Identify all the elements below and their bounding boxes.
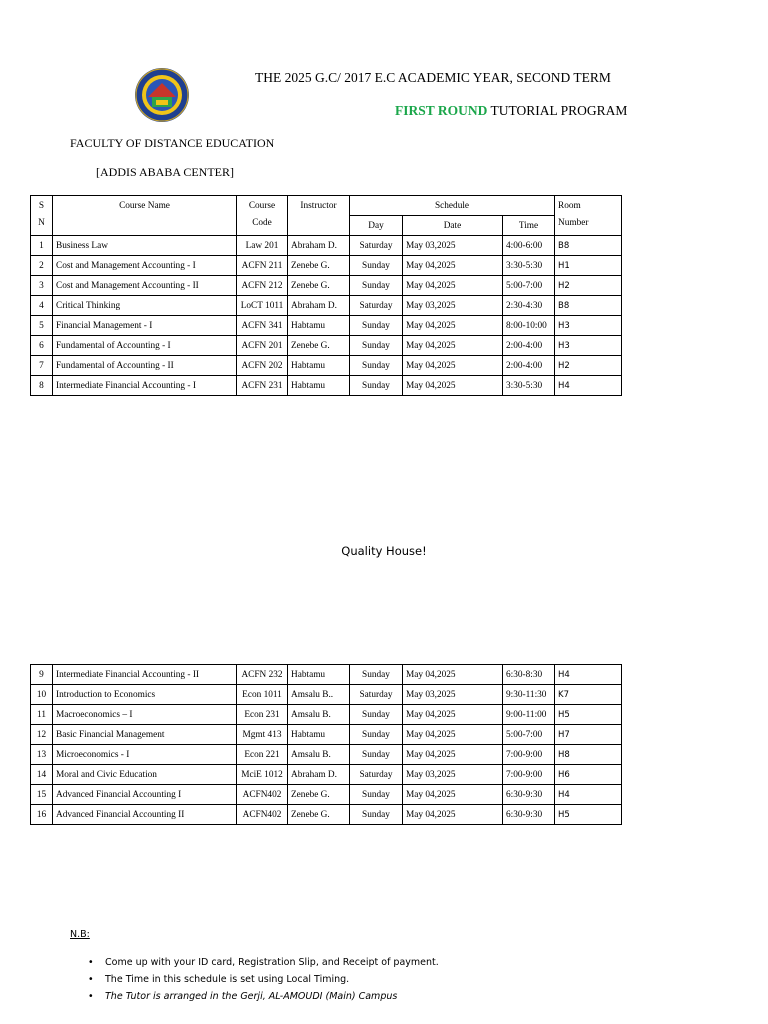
sn-cell: 1: [31, 236, 53, 256]
sn-cell: 7: [31, 356, 53, 376]
course-name-cell: Moral and Civic Education: [53, 765, 237, 785]
room-cell: H2: [555, 276, 622, 296]
time-cell: 8:00-10:00: [503, 316, 555, 336]
sn-cell: 12: [31, 725, 53, 745]
university-seal-logo: [134, 67, 190, 123]
table-row: [31, 376, 622, 396]
room-cell: H3: [555, 316, 622, 336]
day-cell: Sunday: [350, 705, 403, 725]
course-code-cell: ACFN 212: [237, 276, 288, 296]
table-row: [31, 725, 622, 745]
time-cell: 2:00-4:00: [503, 356, 555, 376]
time-header: Time: [503, 216, 555, 236]
instructor-cell: Habtamu: [288, 725, 350, 745]
day-header: Day: [350, 216, 403, 236]
time-cell: 2:00-4:00: [503, 336, 555, 356]
room-cell: K7: [555, 685, 622, 705]
table-header-row: [31, 196, 622, 216]
date-cell: May 04,2025: [403, 805, 503, 825]
note-item: • Come up with your ID card, Registration Slip, and Receipt of payment.: [88, 954, 439, 971]
instructor-cell: Zenebe G.: [288, 805, 350, 825]
day-cell: Sunday: [350, 336, 403, 356]
table-row: [31, 685, 622, 705]
course-code-cell: ACFN402: [237, 805, 288, 825]
day-cell: Saturday: [350, 296, 403, 316]
time-cell: 9:00-11:00: [503, 705, 555, 725]
course-code-cell: ACFN402: [237, 785, 288, 805]
instructor-cell: Zenebe G.: [288, 276, 350, 296]
date-cell: May 04,2025: [403, 316, 503, 336]
instructor-cell: Zenebe G.: [288, 336, 350, 356]
room-cell: H5: [555, 805, 622, 825]
instructor-cell: Habtamu: [288, 356, 350, 376]
time-cell: 6:30-8:30: [503, 665, 555, 685]
room-cell: H1: [555, 256, 622, 276]
instructor-cell: Amsalu B..: [288, 685, 350, 705]
time-cell: 7:00-9:00: [503, 765, 555, 785]
day-cell: Saturday: [350, 236, 403, 256]
sn-cell: 13: [31, 745, 53, 765]
instructor-cell: Abraham D.: [288, 765, 350, 785]
room-cell: H4: [555, 665, 622, 685]
table-row: [31, 805, 622, 825]
day-cell: Sunday: [350, 665, 403, 685]
table-row: [31, 356, 622, 376]
date-cell: May 04,2025: [403, 665, 503, 685]
table-row: [31, 276, 622, 296]
course-code-cell: Econ 231: [237, 705, 288, 725]
sn-cell: 11: [31, 705, 53, 725]
instructor-cell: Abraham D.: [288, 236, 350, 256]
sn-cell: 8: [31, 376, 53, 396]
course-code-cell: Econ 1011: [237, 685, 288, 705]
time-cell: 6:30-9:30: [503, 805, 555, 825]
course-name-cell: Basic Financial Management: [53, 725, 237, 745]
course-code-cell: ACFN 211: [237, 256, 288, 276]
day-cell: Sunday: [350, 745, 403, 765]
course-name-cell: Cost and Management Accounting - I: [53, 256, 237, 276]
course-name-cell: Advanced Financial Accounting I: [53, 785, 237, 805]
time-cell: 7:00-9:00: [503, 745, 555, 765]
course-name-cell: Introduction to Economics: [53, 685, 237, 705]
instructor-header: Instructor: [288, 196, 350, 236]
table-row: [31, 705, 622, 725]
course-code-cell: ACFN 201: [237, 336, 288, 356]
date-cell: May 04,2025: [403, 256, 503, 276]
room-cell: H4: [555, 376, 622, 396]
day-cell: Sunday: [350, 256, 403, 276]
table-row: [31, 236, 622, 256]
sn-cell: 4: [31, 296, 53, 316]
room-cell: H4: [555, 785, 622, 805]
date-cell: May 04,2025: [403, 705, 503, 725]
table-row: [31, 745, 622, 765]
course-code-cell: ACFN 202: [237, 356, 288, 376]
day-cell: Sunday: [350, 356, 403, 376]
room-cell: H8: [555, 745, 622, 765]
date-header: Date: [403, 216, 503, 236]
table-row: [31, 336, 622, 356]
date-cell: May 03,2025: [403, 685, 503, 705]
time-cell: 3:30-5:30: [503, 256, 555, 276]
room-header: Room Number: [555, 196, 622, 236]
room-cell: B8: [555, 296, 622, 316]
time-cell: 3:30-5:30: [503, 376, 555, 396]
center-name: [ADDIS ABABA CENTER]: [96, 165, 235, 179]
program-label: TUTORIAL PROGRAM: [487, 103, 628, 118]
day-cell: Sunday: [350, 725, 403, 745]
room-cell: H6: [555, 765, 622, 785]
date-cell: May 04,2025: [403, 725, 503, 745]
instructor-cell: Amsalu B.: [288, 705, 350, 725]
schedule-header: Schedule: [350, 196, 555, 216]
date-cell: May 03,2025: [403, 765, 503, 785]
sn-cell: 9: [31, 665, 53, 685]
schedule-table-1: [30, 195, 622, 396]
course-code-cell: ACFN 341: [237, 316, 288, 336]
day-cell: Saturday: [350, 685, 403, 705]
day-cell: Sunday: [350, 785, 403, 805]
room-cell: H7: [555, 725, 622, 745]
course-code-cell: LoCT 1011: [237, 296, 288, 316]
date-cell: May 04,2025: [403, 745, 503, 765]
room-cell: H2: [555, 356, 622, 376]
course-code-cell: Mgmt 413: [237, 725, 288, 745]
sn-cell: 5: [31, 316, 53, 336]
course-code-cell: ACFN 232: [237, 665, 288, 685]
sn-cell: 3: [31, 276, 53, 296]
course-name-cell: Intermediate Financial Accounting - I: [53, 376, 237, 396]
instructor-cell: Zenebe G.: [288, 785, 350, 805]
document-title: THE 2025 G.C/ 2017 E.C ACADEMIC YEAR, SECOND TERM: [255, 70, 611, 85]
note-item: • The Tutor is arranged in the Gerji, AL-AMOUDI (Main) Campus: [88, 988, 439, 1005]
faculty-name: FACULTY OF DISTANCE EDUCATION: [70, 136, 275, 150]
day-cell: Sunday: [350, 376, 403, 396]
day-cell: Saturday: [350, 765, 403, 785]
day-cell: Sunday: [350, 316, 403, 336]
date-cell: May 03,2025: [403, 296, 503, 316]
course-name-cell: Intermediate Financial Accounting - II: [53, 665, 237, 685]
sn-header: S N: [31, 196, 53, 236]
date-cell: May 04,2025: [403, 356, 503, 376]
date-cell: May 04,2025: [403, 276, 503, 296]
course-name-cell: Critical Thinking: [53, 296, 237, 316]
time-cell: 6:30-9:30: [503, 785, 555, 805]
instructor-cell: Habtamu: [288, 665, 350, 685]
sn-cell: 16: [31, 805, 53, 825]
course-name-cell: Advanced Financial Accounting II: [53, 805, 237, 825]
table-row: [31, 256, 622, 276]
schedule-table-2: [30, 664, 622, 825]
date-cell: May 04,2025: [403, 785, 503, 805]
sn-cell: 2: [31, 256, 53, 276]
room-cell: B8: [555, 236, 622, 256]
course-code-cell: MciE 1012: [237, 765, 288, 785]
instructor-cell: Habtamu: [288, 316, 350, 336]
course-name-cell: Financial Management - I: [53, 316, 237, 336]
sn-cell: 15: [31, 785, 53, 805]
course-code-header: Course Code: [237, 196, 288, 236]
instructor-cell: Abraham D.: [288, 296, 350, 316]
instructor-cell: Zenebe G.: [288, 256, 350, 276]
course-name-cell: Macroeconomics – I: [53, 705, 237, 725]
course-name-cell: Microeconomics - I: [53, 745, 237, 765]
table-row: [31, 765, 622, 785]
table-row: [31, 296, 622, 316]
date-cell: May 04,2025: [403, 336, 503, 356]
date-cell: May 03,2025: [403, 236, 503, 256]
time-cell: 5:00-7:00: [503, 276, 555, 296]
table-row: [31, 665, 622, 685]
course-name-cell: Fundamental of Accounting - I: [53, 336, 237, 356]
time-cell: 2:30-4:30: [503, 296, 555, 316]
sn-cell: 14: [31, 765, 53, 785]
notes-list: [88, 954, 439, 1005]
course-name-cell: Cost and Management Accounting - II: [53, 276, 237, 296]
time-cell: 9:30-11:30: [503, 685, 555, 705]
first-round-label: FIRST ROUND: [395, 103, 488, 118]
quality-house-footer: Quality House!: [341, 544, 427, 558]
time-cell: 5:00-7:00: [503, 725, 555, 745]
course-code-cell: Econ 221: [237, 745, 288, 765]
note-item: • The Time in this schedule is set using Local Timing.: [88, 971, 439, 988]
room-cell: H3: [555, 336, 622, 356]
room-cell: H5: [555, 705, 622, 725]
course-code-cell: Law 201: [237, 236, 288, 256]
course-code-cell: ACFN 231: [237, 376, 288, 396]
course-name-cell: Fundamental of Accounting - II: [53, 356, 237, 376]
notes-label: N.B:: [70, 929, 90, 940]
course-name-header: Course Name: [53, 196, 237, 236]
table-row: [31, 316, 622, 336]
table-row: [31, 785, 622, 805]
instructor-cell: Amsalu B.: [288, 745, 350, 765]
time-cell: 4:00-6:00: [503, 236, 555, 256]
sn-cell: 6: [31, 336, 53, 356]
day-cell: Sunday: [350, 276, 403, 296]
instructor-cell: Habtamu: [288, 376, 350, 396]
program-title: [395, 103, 627, 119]
course-name-cell: Business Law: [53, 236, 237, 256]
day-cell: Sunday: [350, 805, 403, 825]
date-cell: May 04,2025: [403, 376, 503, 396]
sn-cell: 10: [31, 685, 53, 705]
